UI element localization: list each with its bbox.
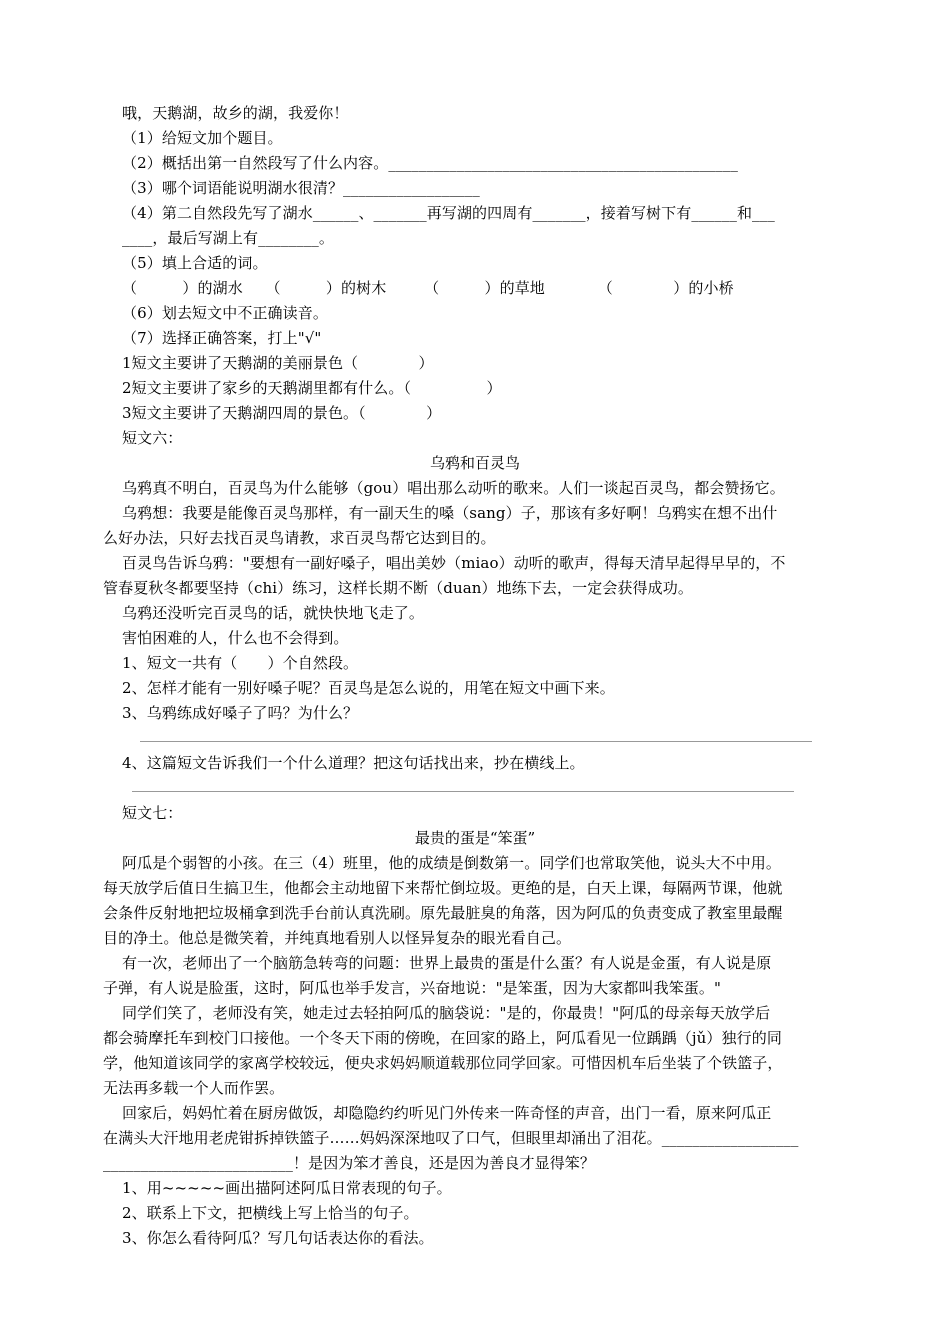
question-line: （2）概括出第一自然段写了什么内容。______________________________________________ xyxy=(122,154,738,172)
question-line: （3）哪个词语能说明湖水很清？__________________ xyxy=(122,179,480,197)
option-line: 1短文主要讲了天鹅湖的美丽景色（ ） xyxy=(122,354,434,372)
answer-line[interactable] xyxy=(132,791,794,792)
question-line: （ ）的湖水 （ ）的树木 （ ）的草地 （ ）的小桥 xyxy=(122,279,734,297)
paragraph-line: _________________________！是因为笨才善良，还是因为善良才显得笨？ xyxy=(103,1154,596,1172)
paragraph-line: 害怕困难的人，什么也不会得到。 xyxy=(122,629,349,647)
story-title: 乌鸦和百灵鸟 xyxy=(429,454,520,472)
question-line: （5）填上合适的词。 xyxy=(122,254,268,272)
paragraph-line: 会条件反射地把垃圾桶拿到洗手台前认真洗刷。原先最脏臭的角落，因为阿瓜的负责变成了教室里最醒 xyxy=(103,904,783,922)
option-line: 3短文主要讲了天鹅湖四周的景色。（ ） xyxy=(122,404,442,422)
question-line: 1、用~~~~~画出描阿述阿瓜日常表现的句子。 xyxy=(122,1179,452,1197)
question-line: 3、你怎么看待阿瓜？写几句话表达你的看法。 xyxy=(122,1229,434,1247)
story-title: 最贵的蛋是“笨蛋” xyxy=(414,829,536,847)
paragraph-line: 乌鸦真不明白，百灵鸟为什么能够（gou）唱出那么动听的歌来。人们一谈起百灵鸟，都会赞扬它。 xyxy=(122,479,785,497)
section-label: 短文七： xyxy=(122,804,183,822)
section-label: 短文六： xyxy=(122,429,183,447)
question-line: （6）划去短文中不正确读音。 xyxy=(122,304,328,322)
paragraph-line: 每天放学后值日生搞卫生，他都会主动地留下来帮忙倒垃圾。更绝的是，白天上课，每隔两节课，他就 xyxy=(103,879,783,897)
question-line: 2、联系上下文，把横线上写上恰当的句子。 xyxy=(122,1204,419,1222)
question-line: ____，最后写湖上有________。 xyxy=(122,229,335,247)
question-line: （1）给短文加个题目。 xyxy=(122,129,283,147)
paragraph-line: 百灵鸟告诉乌鸦："要想有一副好嗓子，唱出美妙（miao）动听的歌声，得每天清早起得早早的，不 xyxy=(122,554,786,572)
question-line: 1、短文一共有（ ）个自然段。 xyxy=(122,654,359,672)
question-line: （7）选择正确答案，打上"√" xyxy=(122,329,322,347)
paragraph-line: 么好办法，只好去找百灵鸟请教，求百灵鸟帮它达到目的。 xyxy=(103,529,496,547)
answer-line[interactable] xyxy=(140,741,812,742)
option-line: 2短文主要讲了家乡的天鹅湖里都有什么。（ ） xyxy=(122,379,502,397)
question-line: 4、这篇短文告诉我们一个什么道理？把这句话找出来，抄在横线上。 xyxy=(122,754,585,772)
paragraph-line: 乌鸦还没听完百灵鸟的话，就快快地飞走了。 xyxy=(122,604,425,622)
paragraph-line: 同学们笑了，老师没有笑，她走过去轻拍阿瓜的脑袋说："是的，你最贵！"阿瓜的母亲每天放学后 xyxy=(122,1004,771,1022)
question-line: 2、怎样才能有一别好嗓子呢？百灵鸟是怎么说的，用笔在短文中画下来。 xyxy=(122,679,615,697)
paragraph-line: 学，他知道该同学的家离学校较远，便央求妈妈顺道载那位同学回家。可惜因机车后坐装了个铁篮子， xyxy=(103,1054,783,1072)
question-line: （4）第二自然段先写了湖水______、_______再写湖的四周有_______，接着写树下有______和___ xyxy=(122,204,775,222)
paragraph-line: 子弹，有人说是脸蛋，这时，阿瓜也举手发言，兴奋地说："是笨蛋，因为大家都叫我笨蛋。" xyxy=(103,979,722,997)
paragraph-line: 无法再多载一个人而作罢。 xyxy=(103,1079,285,1097)
paragraph-line: 回家后，妈妈忙着在厨房做饭，却隐隐约约听见门外传来一阵奇怪的声音，出门一看，原来阿瓜正 xyxy=(122,1104,772,1122)
paragraph-line: 在满头大汗地用老虎钳拆掉铁篮子……妈妈深深地叹了口气，但眼里却涌出了泪花。__________________ xyxy=(103,1129,799,1147)
paragraph-line: 管春夏秋冬都要坚持（chi）练习，这样长期不断（duan）地练下去，一定会获得成功。 xyxy=(103,579,693,597)
paragraph-line: 乌鸦想：我要是能像百灵鸟那样，有一副天生的嗓（sang）子，那该有多好啊！乌鸦实在想不出什 xyxy=(122,504,778,522)
paragraph-line: 有一次，老师出了一个脑筋急转弯的问题：世界上最贵的蛋是什么蛋？有人说是金蛋，有人说是原 xyxy=(122,954,772,972)
paragraph-line: 都会骑摩托车到校门口接他。一个冬天下雨的傍晚，在回家的路上，阿瓜看见一位踽踽（jǔ）独行的同 xyxy=(103,1029,782,1047)
text-line: 哦，天鹅湖，故乡的湖，我爱你！ xyxy=(122,104,349,122)
paragraph-line: 阿瓜是个弱智的小孩。在三（4）班里，他的成绩是倒数第一。同学们也常取笑他，说头大不中用。 xyxy=(122,854,781,872)
paragraph-line: 目的净土。他总是微笑着，并纯真地看别人以怪异复杂的眼光看自己。 xyxy=(103,929,572,947)
question-line: 3、乌鸦练成好嗓子了吗？为什么？ xyxy=(122,704,359,722)
